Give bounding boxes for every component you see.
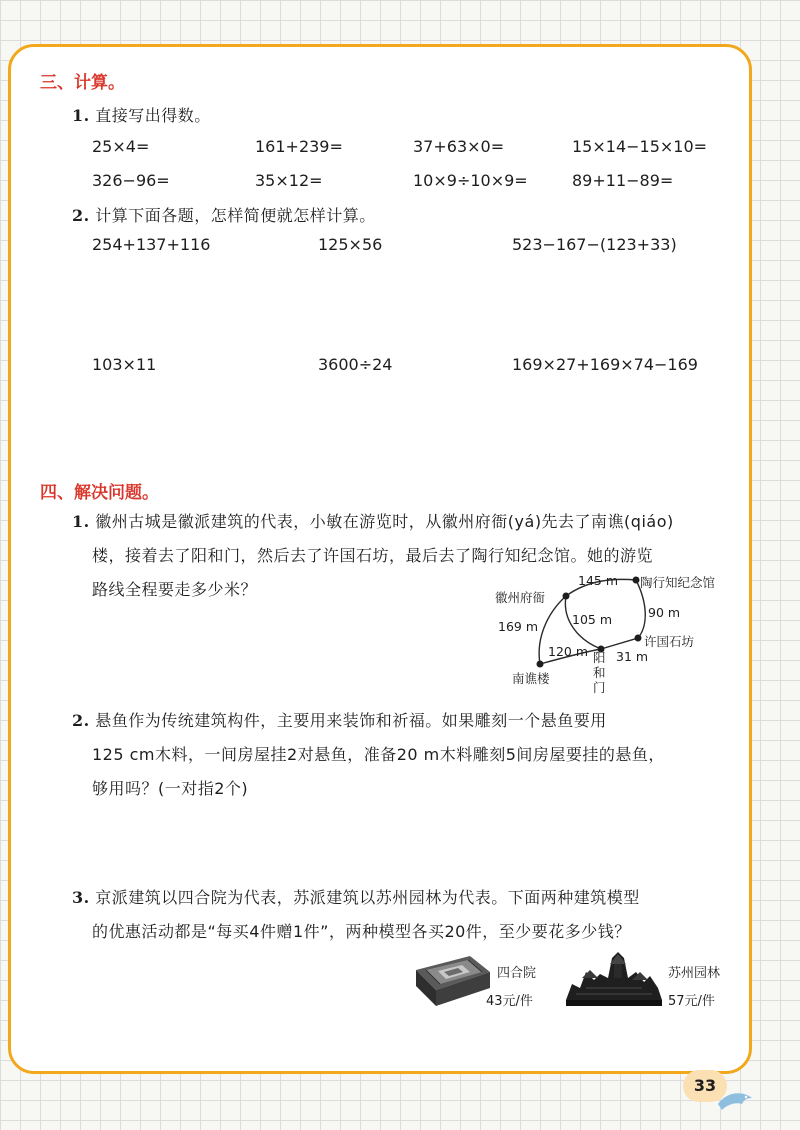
question-4-1-line1 xyxy=(72,509,674,532)
question-prompt: 计算下面各题，怎样简便就怎样计算。 xyxy=(95,206,376,225)
section-title-calc: 三、计算。 xyxy=(40,73,125,93)
product-name-suzhou: 苏州园林 xyxy=(668,966,721,981)
question-text: 悬鱼作为传统建筑构件，主要用来装饰和祈福。如果雕刻一个悬鱼要用 xyxy=(95,711,607,730)
route-xuguo-yanghe xyxy=(601,638,638,649)
product-price-siheyuan: 43元/件 xyxy=(486,994,533,1009)
calc-item: 523−167−(123+33) xyxy=(512,235,677,254)
question-number: 2. xyxy=(72,206,90,225)
suzhou-garden-model-image xyxy=(562,944,666,1010)
oral-item: 15×14−15×10= xyxy=(572,137,708,156)
oral-item: 89+11−89= xyxy=(572,171,674,190)
map-label-yanghe-char: 门 xyxy=(593,680,606,695)
question-4-2-line2: 125 cm木料，一间房屋挂2对悬鱼，准备20 m木料雕刻5间房屋要挂的悬鱼， xyxy=(92,745,665,764)
distance-105: 105 m xyxy=(572,612,613,627)
section-title-problems: 四、解决问题。 xyxy=(40,483,159,503)
calc-item: 103×11 xyxy=(92,355,157,374)
oral-item: 10×9÷10×9= xyxy=(413,171,528,190)
oral-item: 37+63×0= xyxy=(413,137,505,156)
map-label-huizhou: 徽州府衙 xyxy=(495,590,546,605)
map-label-tao: 陶行知纪念馆 xyxy=(640,575,716,590)
question-4-3-line1 xyxy=(72,885,640,908)
question-prompt: 直接写出得数。 xyxy=(95,106,211,125)
siheyuan-model-image xyxy=(412,950,492,1010)
question-number: 1. xyxy=(72,106,90,125)
map-label-yanghe-char: 阳 xyxy=(593,650,606,665)
node-xuguo xyxy=(635,635,642,642)
question-number: 3. xyxy=(72,888,90,907)
product-price-suzhou: 57元/件 xyxy=(668,994,715,1009)
oral-item: 161+239= xyxy=(255,137,343,156)
map-label-nanqiao: 南谯楼 xyxy=(512,671,550,686)
page-number: 33 xyxy=(683,1070,727,1102)
distance-120: 120 m xyxy=(548,644,589,659)
distance-145: 145 m xyxy=(578,573,619,588)
question-4-2-line1 xyxy=(72,708,607,731)
map-label-xuguo: 许国石坊 xyxy=(644,634,695,649)
question-number: 2. xyxy=(72,711,90,730)
oral-item: 35×12= xyxy=(255,171,323,190)
product-name-siheyuan: 四合院 xyxy=(497,966,537,981)
distance-31: 31 m xyxy=(616,649,649,664)
oral-item: 326−96= xyxy=(92,171,170,190)
question-3-2 xyxy=(72,203,376,226)
question-4-2-line3: 够用吗？(一对指2个) xyxy=(92,779,249,798)
distance-169: 169 m xyxy=(498,619,539,634)
distance-90: 90 m xyxy=(648,605,681,620)
calc-item: 169×27+169×74−169 xyxy=(512,355,698,374)
oral-item: 25×4= xyxy=(92,137,150,156)
question-4-3-line2: 的优惠活动都是“每买4件赠1件”，两种模型各买20件，至少要花多少钱？ xyxy=(92,922,631,941)
map-label-yanghe-char: 和 xyxy=(593,665,606,680)
question-4-1-line2: 楼，接着去了阳和门，然后去了许国石坊，最后去了陶行知纪念馆。她的游览 xyxy=(92,546,654,565)
question-text: 徽州古城是徽派建筑的代表，小敏在游览时，从徽州府衙(yá)先去了南谯(qiáo) xyxy=(95,512,674,531)
calc-item: 3600÷24 xyxy=(318,355,393,374)
map-label-yanghe xyxy=(593,650,606,695)
dolphin-icon xyxy=(716,1086,756,1114)
calc-item: 254+137+116 xyxy=(92,235,211,254)
question-text: 京派建筑以四合院为代表，苏派建筑以苏州园林为代表。下面两种建筑模型 xyxy=(95,888,640,907)
question-3-1 xyxy=(72,103,211,126)
question-number: 1. xyxy=(72,512,90,531)
node-tao xyxy=(633,577,640,584)
node-nanqiao xyxy=(537,661,544,668)
node-huizhou xyxy=(563,593,570,600)
question-4-1-line3: 路线全程要走多少米？ xyxy=(92,580,258,599)
calc-item: 125×56 xyxy=(318,235,383,254)
